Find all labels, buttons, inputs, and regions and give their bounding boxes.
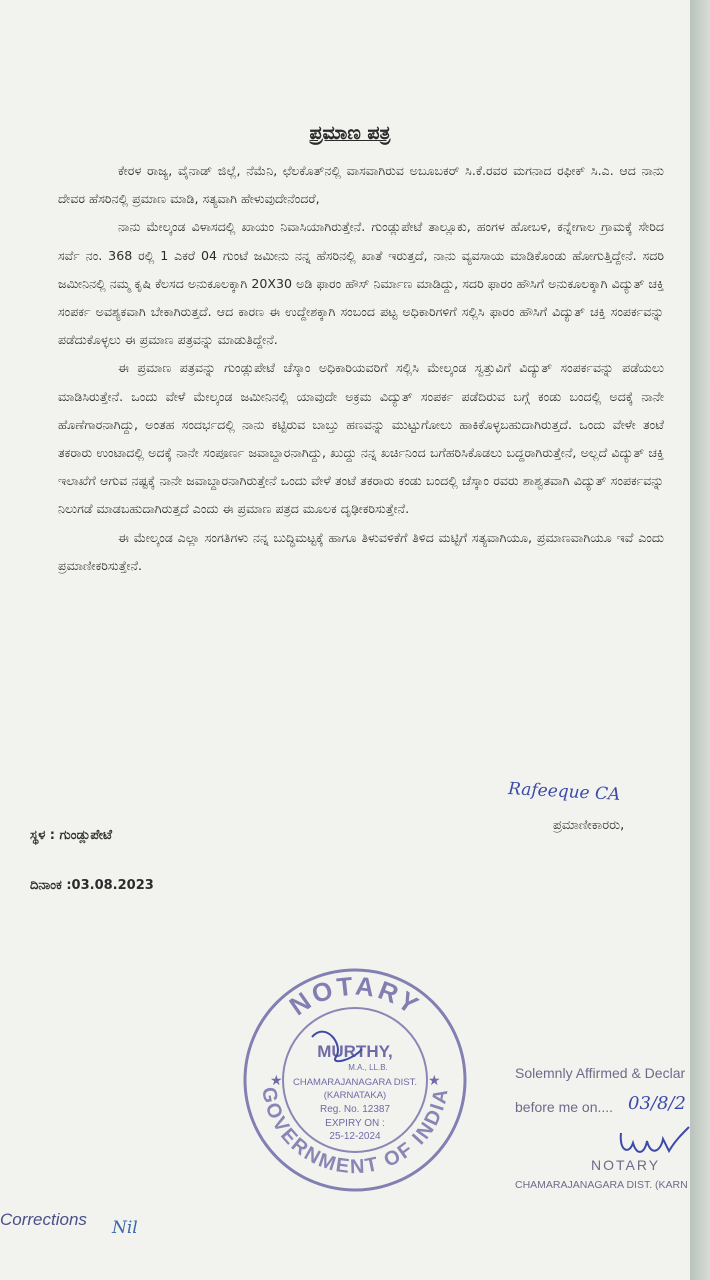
- notary-signature: [615, 1121, 695, 1161]
- seal-state: (KARNATAKA): [323, 1090, 387, 1101]
- seal-qualification: M.A., LL.B.: [348, 1063, 388, 1072]
- seal-name: MURTHY,: [317, 1042, 393, 1061]
- place-line: ಸ್ಥಳ : ಗುಂಡ್ಲುಪೇಟೆ: [30, 828, 113, 843]
- affirmation-date: 03/8/2: [628, 1093, 686, 1114]
- corrections-label: Corrections: [0, 1210, 87, 1229]
- paragraph-undertaking: ಈ ಪ್ರಮಾಣ ಪತ್ರವನ್ನು ಗುಂಡ್ಲುಪೇಟೆ ಚೆಸ್ಕಾಂ ಅಧಿಕಾರಿಯವರಿಗೆ ಸಲ್ಲಿಸಿ ಮೇಲ್ಕಂಡ ಸ್ವತ್ತುವಿಗೆ ವಿದ್ಯುತ್ ಸಂಪರ್ಕವನ್ನು ಪಡೆಯಲು ಮಾಡಿಸಿರುತ್ತೇನೆ. ಒಂದು ವೇಳೆ ಮೇಲ್ಕಂಡ ಜಮೀನಿನಲ್ಲಿ ಯಾವುದೇ ಅಕ್ರಮ ವಿದ್ಯುತ್ ಸಂಪರ್ಕ ಪಡೆದಿರುವ ಬಗ್ಗೆ ಕಂಡು ಬಂದಲ್ಲಿ ಅದಕ್ಕೆ ನಾನೇ ಹೊಣೆಗಾರನಾಗಿದ್ದು, ಅಂತಹ ಸಂದರ್ಭದಲ್ಲಿ ನಾನು ಕಟ್ಟಿರುವ ಬಾಬ್ತು ಹಣವನ್ನು ಮುಟ್ಟುಗೋಲು ಹಾಕಿಕೊಳ್ಳಬಹುದಾಗಿರುತ್ತದೆ. ಒಂದು ವೇಳೇ ತಂಟೆ ತಕರಾರು ಉಂಟಾದಲ್ಲಿ ಅದಕ್ಕೆ ನಾನೇ ಸಂಪೂರ್ಣ ಜವಾಬ್ದಾರನಾಗಿದ್ದು, ಖುದ್ದು ನನ್ನ ಖರ್ಚಿನಿಂದ ಬಗೆಹರಿಸಿಕೊಡಲು ಬದ್ದರಾಗಿರುತ್ತೇನೆ, ಅಲ್ಲದೆ ವಿದ್ಯುತ್ ಚಕ್ತಿ ಇಲಾಖೆಗೆ ಆಗುವ ನಷ್ಟಕ್ಕೆ ನಾನೇ ಜವಾಬ್ದಾರನಾಗಿರುತ್ತೇನೆ ಒಂದು ವೇಳೆ ತಂಟೆ ತಕರಾರು ಕಂಡು ಬಂದಲ್ಲಿ ಚೆಸ್ಕಾಂ ರವರು ಶಾಶ್ವತವಾಗಿ ವಿದ್ಯುತ್ ಸಂಪರ್ಕವನ್ನು ನಿಲುಗಡೆ ಮಾಡಬಹುದಾಗಿರುತ್ತದೆ ಎಂದು ಈ ಪ್ರಮಾಣ ಪತ್ರದ ಮೂಲಕ ದೃಢೀಕರಿಸುತ್ತೇನೆ.: [58, 360, 664, 517]
- seal-top-text: NOTARY: [283, 970, 427, 1022]
- svg-text:NOTARY: [284, 970, 426, 1021]
- notary-seal: [240, 965, 470, 1195]
- date-line: ದಿನಾಂಕ :03.08.2023: [30, 878, 154, 893]
- seal-star-left: ★: [270, 1073, 283, 1089]
- seal-ring-text: GOVERNMENT OF INDIA: [257, 1085, 453, 1179]
- document-title: ಪ್ರಮಾಣ ಪತ್ರ: [309, 122, 391, 144]
- paragraph-declaration: ಈ ಮೇಲ್ಕಂಡ ಎಲ್ಲಾ ಸಂಗತಿಗಳು ನನ್ನ ಬುದ್ಧಿಮಟ್ಟಕ್ಕೆ ಹಾಗೂ ತಿಳುವಳಿಕೆಗೆ ತಿಳಿದ ಮಟ್ಟಿಗೆ ಸತ್ಯವಾಗಿಯೂ, ಪ್ರಮಾಣವಾಗಿಯೂ ಇವೆ ಎಂದು ಪ್ರಮಾಣೀಕರಿಸುತ್ತೇನೆ.: [58, 529, 664, 573]
- paragraph-intro: ಕೇರಳ ರಾಜ್ಯ, ವೈನಾಡ್ ಜಿಲ್ಲೆ, ನೆಮೆನಿ, ಛೆಲಕೊತ್‌ನಲ್ಲಿ ವಾಸವಾಗಿರುವ ಅಬೂಬಕರ್ ಸಿ.ಕೆ.ರವರ ಮಗನಾದ ರಫೀಕ್ ಸಿ.ಎ. ಆದ ನಾನು ದೇವರ ಹೆಸರಿನಲ್ಲಿ ಪ್ರಮಾಣ ಮಾಡಿ, ಸತ್ಯವಾಗಿ ಹೇಳುವುದೇನೆಂದರೆ,: [58, 163, 664, 207]
- seal-expiry-date: 25-12-2024: [329, 1131, 381, 1142]
- seal-reg-no: Reg. No. 12387: [319, 1104, 391, 1115]
- notary-title: NOTARY: [591, 1157, 661, 1173]
- seal-district: CHAMARAJANAGARA DIST.: [292, 1077, 418, 1088]
- paragraph-land-details: ನಾನು ಮೇಲ್ಕಂಡ ವಿಳಾಸದಲ್ಲಿ ಖಾಯಂ ನಿವಾಸಿಯಾಗಿರುತ್ತೇನೆ. ಗುಂಡ್ಲುಪೇಟೆ ತಾಲ್ಲೂಕು, ಹಂಗಳ ಹೋಬಳಿ, ಕನ್ನೇಗಾಲ ಗ್ರಾಮಕ್ಕೆ ಸೇರಿದ ಸರ್ವೆ ನಂ. 368 ರಲ್ಲಿ 1 ಎಕರೆ 04 ಗುಂಟೆ ಜಮೀನು ನನ್ನ ಹೆಸರಿನಲ್ಲಿ ಖಾತೆ ಇರುತ್ತದೆ, ನಾನು ವ್ಯವಸಾಯ ಮಾಡಿಕೊಂಡು ಹೋಗುತ್ತಿದ್ದೇನೆ. ಸದರಿ ಜಮೀನಿನಲ್ಲಿ ನಮ್ಮ ಕೃಷಿ ಕೆಲಸದ ಅನುಕೂಲಕ್ಕಾಗಿ 20X30 ಅಡಿ ಫಾರಂ ಹೌಸ್ ನಿರ್ಮಾಣ ಮಾಡಿದ್ದು, ಸದರಿ ಫಾರಂ ಹೌಸಿಗೆ ಅನುಕೂಲಕ್ಕಾಗಿ ವಿದ್ಯುತ್ ಚಕ್ತಿ ಸಂಪರ್ಕ ಅವಶ್ಯಕವಾಗಿ ಬೇಕಾಗಿರುತ್ತದೆ. ಆದ ಕಾರಣ ಈ ಉದ್ದೇಶಕ್ಕಾಗಿ ಸಂಬಂದ ಪಟ್ಟ ಅಧಿಕಾರಿಗಳಿಗೆ ಸಲ್ಲಿಸಿ ಫಾರಂ ಹೌಸಿಗೆ ವಿದ್ಯುತ್ ಚಕ್ತಿ ಸಂಪರ್ಕವನ್ನು ಪಡೆದುಕೊಳ್ಳಲು ಈ ಪ್ರಮಾಣ ಪತ್ರವನ್ನು ಮಾಡುತಿದ್ದೇನೆ.: [58, 219, 664, 348]
- affirmation-line2: before me on....: [515, 1099, 614, 1115]
- document-body: [58, 157, 664, 580]
- declarant-signature: Rafeeque CA: [507, 779, 621, 805]
- notary-district: CHAMARAJANAGARA DIST. (KARN: [515, 1179, 688, 1191]
- affirmation-line1: Solemnly Affirmed & Declar: [515, 1065, 686, 1081]
- seal-expiry-label: EXPIRY ON :: [325, 1118, 385, 1129]
- seal-star-right: ★: [428, 1073, 441, 1089]
- declarant-label: ಪ್ರಮಾಣೀಕಾರರು,: [553, 818, 625, 833]
- corrections-value: Nil: [112, 1218, 138, 1238]
- paper-edge: [690, 0, 710, 1280]
